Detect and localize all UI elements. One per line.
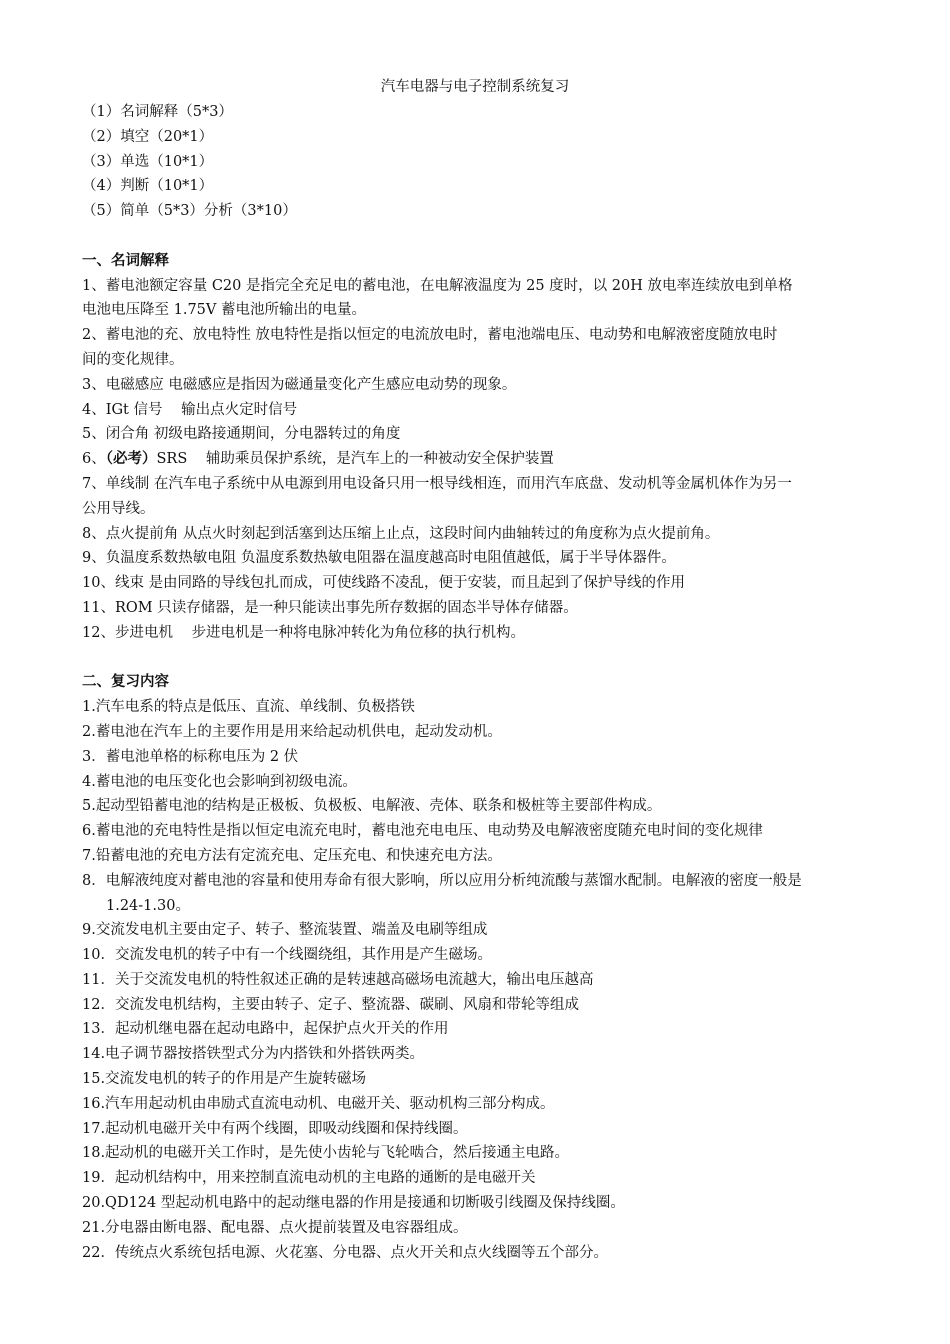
- definition-item: [82, 546, 912, 571]
- review-item: 6.蓄电池的充电特性是指以恒定电流充电时，蓄电池充电电压、电动势及电解液密度随充电时间的变化规律: [82, 823, 763, 840]
- definition-item: [82, 373, 912, 398]
- review-item: 3．蓄电池单格的标称电压为 2 伏: [82, 748, 299, 765]
- review-item: 13．起动机继电器在起动电路中，起保护点火开关的作用: [82, 1021, 449, 1038]
- review-item: 2.蓄电池在汽车上的主要作用是用来给起动机供电，起动发动机。: [82, 723, 502, 740]
- review-item: 18.起动机的电磁开关工作时，是先使小齿轮与飞轮啮合，然后接通主电路。: [82, 1145, 570, 1162]
- definition-continuation: 电池电压降至 1.75V 蓄电池所输出的电量。: [82, 302, 366, 319]
- review-item: 16.汽车用起动机由串励式直流电动机、电磁开关、驱动机构三部分构成。: [82, 1095, 555, 1112]
- document-title: 汽车电器与电子控制系统复习: [380, 79, 570, 95]
- definition-term: 4、IGt 信号: [82, 401, 163, 418]
- definition-text: 从点火时刻起到活塞到达压缩上止点，这段时间内曲轴转过的角度称为点火提前角。: [182, 525, 720, 542]
- definition-continuation: 间的变化规律。: [82, 351, 184, 368]
- review-item: 10．交流发电机的转子中有一个线圈绕组，其作用是产生磁场。: [82, 947, 492, 964]
- definition-term: 7、单线制: [82, 475, 150, 492]
- definition-item: [82, 522, 912, 547]
- definition-term: 11、ROM: [82, 599, 153, 616]
- section-heading-definitions: 一、名词解释: [82, 251, 169, 269]
- review-item: 17.起动机电磁开关中有两个线圈，即吸动线圈和保持线圈。: [82, 1120, 468, 1137]
- definition-text: 步进电机是一种将电脉冲转化为角位移的执行机构。: [191, 624, 526, 641]
- must-test-label: （必考）: [105, 450, 157, 468]
- review-item: 21.分电器由断电器、配电器、点火提前装置及电容器组成。: [82, 1219, 468, 1236]
- definition-text: 放电特性是指以恒定的电流放电时，蓄电池端电压、电动势和电解液密度随放电时: [255, 327, 778, 344]
- definition-text: 电磁感应是指因为磁通量变化产生感应电动势的现象。: [168, 376, 517, 393]
- definition-item: [82, 621, 912, 646]
- review-item: 5.起动型铅蓄电池的结构是正极板、负极板、电解液、壳体、联条和极桩等主要部件构成。: [82, 798, 662, 815]
- definition-text: 输出点火定时信号: [181, 401, 298, 418]
- definition-item: [82, 422, 912, 447]
- exam-structure-item: （3）单选（10*1）: [82, 153, 214, 170]
- exam-structure-item: （2）填空（20*1）: [82, 128, 214, 145]
- spacer: [82, 646, 912, 671]
- definition-term-prefix: 6、: [82, 451, 106, 468]
- definition-text: 初级电路接通期间，分电器转过的角度: [153, 426, 401, 443]
- review-item-continuation: 1.24-1.30。: [106, 897, 190, 914]
- definition-term: SRS: [156, 451, 188, 468]
- exam-structure-item: （4）判断（10*1）: [82, 178, 214, 195]
- definition-item: [82, 571, 912, 596]
- definition-item: [82, 323, 912, 348]
- definition-text: 只读存储器，是一种只能读出事先所存数据的固态半导体存储器。: [157, 599, 578, 616]
- definition-term: 10、线束: [82, 575, 144, 592]
- review-item: 4.蓄电池的电压变化也会影响到初级电流。: [82, 773, 357, 790]
- definition-term: 8、点火提前角: [82, 525, 179, 542]
- section-heading-review: 二、复习内容: [82, 673, 169, 691]
- definition-item: [82, 447, 912, 472]
- definition-term: 5、闭合角: [82, 426, 150, 443]
- definition-item: [82, 472, 912, 497]
- review-item: 8．电解液纯度对蓄电池的容量和使用寿命有很大影响，所以应用分析纯流酸与蒸馏水配制。电解液的密度一般是: [82, 872, 802, 889]
- exam-structure-item: （1）名词解释（5*3）: [82, 104, 233, 120]
- review-item: 1.汽车电系的特点是低压、直流、单线制、负极搭铁: [82, 699, 415, 716]
- definition-item: [82, 596, 912, 621]
- definition-text: 在汽车电子系统中从电源到用电设备只用一根导线相连，而用汽车底盘、发动机等金属机体作为另一: [153, 475, 792, 492]
- definition-text: 负温度系数热敏电阻器在温度越高时电阻值越低，属于半导体器件。: [240, 550, 676, 567]
- review-item: 22．传统点火系统包括电源、火花塞、分电器、点火开关和点火线圈等五个部分。: [82, 1244, 608, 1261]
- definition-term: 3、电磁感应: [82, 376, 164, 393]
- review-item: 11．关于交流发电机的特性叙述正确的是转速越高磁场电流越大，输出电压越高: [82, 971, 594, 988]
- review-item: 15.交流发电机的转子的作用是产生旋转磁场: [82, 1071, 367, 1088]
- document-body: [82, 100, 912, 1265]
- definition-continuation: 公用导线。: [82, 500, 155, 517]
- definition-text: 辅助乘员保护系统，是汽车上的一种被动安全保护装置: [205, 451, 554, 468]
- definition-term: 12、步进电机: [82, 624, 173, 641]
- definition-term: 9、负温度系数热敏电阻: [82, 550, 237, 567]
- review-item: 9.交流发电机主要由定子、转子、整流装置、端盖及电刷等组成: [82, 922, 488, 939]
- definition-text: 是指完全充足电的蓄电池，在电解液温度为 25 度时，以 20H 放电率连续放电到单格: [246, 277, 793, 294]
- review-item: 7.铅蓄电池的充电方法有定流充电、定压充电、和快速充电方法。: [82, 847, 502, 864]
- review-item: 12．交流发电机结构，主要由转子、定子、整流器、碳刷、风扇和带轮等组成: [82, 996, 579, 1013]
- definition-term: 1、蓄电池额定容量 C20: [82, 277, 242, 294]
- review-item: 14.电子调节器按搭铁型式分为内搭铁和外搭铁两类。: [82, 1046, 425, 1063]
- spacer: [82, 224, 912, 249]
- review-item: 19．起动机结构中，用来控制直流电动机的主电路的通断的是电磁开关: [82, 1170, 536, 1187]
- definition-item: [82, 274, 912, 299]
- definition-term: 2、蓄电池的充、放电特性: [82, 327, 251, 344]
- definition-text: 是由同路的导线包扎而成，可使线路不凌乱，便于安装，而且起到了保护导线的作用: [148, 575, 686, 592]
- review-item: 20.QD124 型起动机电路中的起动继电器的作用是接通和切断吸引线圈及保持线圈。: [82, 1195, 625, 1212]
- definition-item: [82, 398, 912, 423]
- exam-structure-item: （5）简单（5*3）分析（3*10）: [82, 203, 297, 220]
